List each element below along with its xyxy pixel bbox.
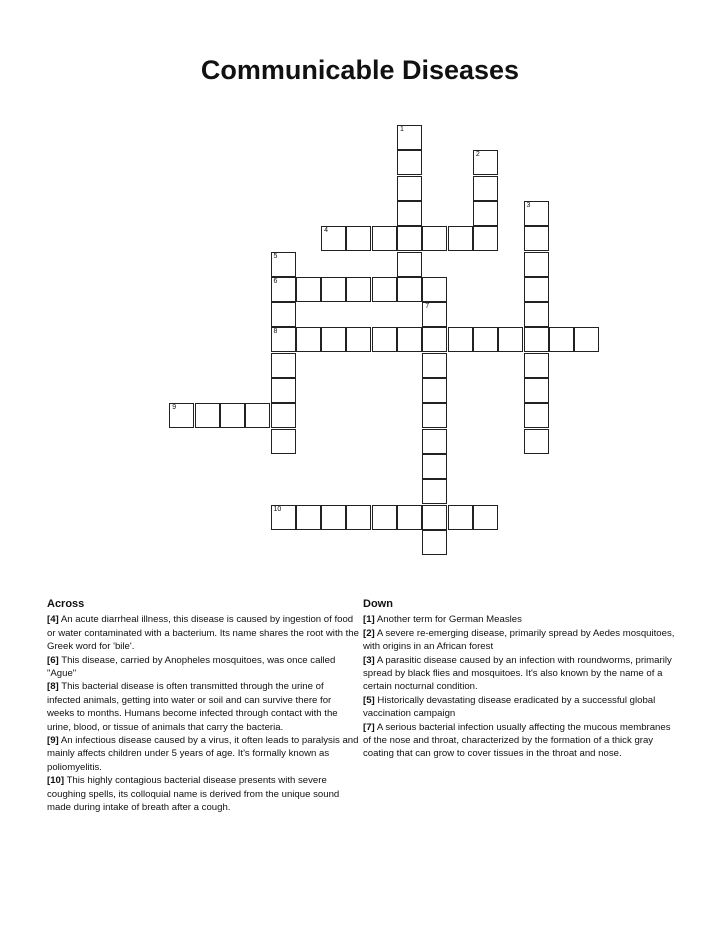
crossword-cell[interactable] <box>397 505 422 530</box>
crossword-cell[interactable] <box>296 505 321 530</box>
crossword-cell[interactable] <box>271 378 296 403</box>
crossword-cell[interactable] <box>397 176 422 201</box>
crossword-cell[interactable] <box>397 327 422 352</box>
crossword-cell[interactable] <box>321 327 346 352</box>
down-clues <box>363 598 675 761</box>
crossword-cell[interactable] <box>397 150 422 175</box>
across-clue-9 <box>47 734 359 774</box>
crossword-cell[interactable] <box>448 226 473 251</box>
crossword-cell[interactable] <box>524 277 549 302</box>
page-title: Communicable Diseases <box>200 55 520 85</box>
crossword-cell[interactable] <box>397 252 422 277</box>
crossword-cell[interactable] <box>346 277 371 302</box>
crossword-cell[interactable] <box>422 454 447 479</box>
clue-number: [10] <box>47 775 65 787</box>
clue-text: Another term for German Measles <box>376 614 522 626</box>
clue-number: [3] <box>363 654 375 666</box>
crossword-cell[interactable] <box>574 327 599 352</box>
crossword-cell[interactable] <box>397 125 422 150</box>
crossword-cell[interactable] <box>448 327 473 352</box>
crossword-cell[interactable] <box>422 327 447 352</box>
across-heading: Across <box>47 598 85 610</box>
crossword-cell[interactable] <box>549 327 574 352</box>
clue-text: An infectious disease caused by a virus, it often leads to paralysis and mainly affects children under 5 years of age. It's formally known as poliomyelitis. <box>47 735 359 773</box>
crossword-cell[interactable] <box>372 505 397 530</box>
crossword-cell[interactable] <box>524 226 549 251</box>
crossword-cell[interactable] <box>296 277 321 302</box>
crossword-cell[interactable] <box>422 302 447 327</box>
crossword-cell[interactable] <box>524 327 549 352</box>
across-clues <box>47 598 359 815</box>
across-clue-4 <box>47 613 359 653</box>
crossword-cell[interactable] <box>524 201 549 226</box>
clue-text: Historically devastating disease eradicated by a successful global vaccination campaign <box>363 694 656 720</box>
clue-number: [6] <box>47 654 59 666</box>
crossword-cell[interactable] <box>524 302 549 327</box>
clue-number: [2] <box>363 627 375 639</box>
clue-number-label: 8 <box>273 328 278 336</box>
crossword-cell[interactable] <box>321 226 346 251</box>
clue-text: A serious bacterial infection usually affecting the mucous membranes of the nose and throat, characterized by the formation of a thick gray coating that can grow to cover tissues in the throat and nose. <box>363 721 671 760</box>
crossword-cell[interactable] <box>397 201 422 226</box>
crossword-cell[interactable] <box>271 403 296 428</box>
crossword-cell[interactable] <box>422 505 447 530</box>
clue-number-label: 4 <box>324 227 328 235</box>
crossword-cell[interactable] <box>422 403 447 428</box>
clue-number-label: 2 <box>475 151 480 159</box>
clue-text: A parasitic disease caused by an infection with roundworms, primarily spread by black flies and mosquitoes. It's also known by the name of a certain nocturnal condition. <box>363 654 672 693</box>
down-clue-1 <box>363 613 675 626</box>
clue-number-label: 6 <box>273 277 278 285</box>
crossword-cell[interactable] <box>195 403 220 428</box>
down-heading: Down <box>363 598 393 610</box>
crossword-cell[interactable] <box>524 378 549 403</box>
crossword-cell[interactable] <box>271 277 296 302</box>
clue-number: [8] <box>47 681 59 693</box>
crossword-cell[interactable] <box>169 403 194 428</box>
crossword-cell[interactable] <box>422 530 447 555</box>
crossword-cell[interactable] <box>473 327 498 352</box>
crossword-cell[interactable] <box>448 505 473 530</box>
crossword-cell[interactable] <box>346 226 371 251</box>
clue-number: [5] <box>363 694 375 706</box>
clue-text: This disease, carried by Anopheles mosquitoes, was once called "Ague" <box>47 654 336 680</box>
crossword-cell[interactable] <box>422 479 447 504</box>
across-clue-8 <box>47 680 359 734</box>
clue-text: A severe re-emerging disease, primarily spread by Aedes mosquitoes, with origins in an African forest <box>363 627 675 653</box>
down-clue-7 <box>363 721 675 761</box>
clue-number-label: 5 <box>273 252 278 260</box>
clue-number: [9] <box>47 735 59 747</box>
crossword-cell[interactable] <box>473 505 498 530</box>
crossword-cell[interactable] <box>372 226 397 251</box>
clue-text: An acute diarrheal illness, this disease is caused by ingestion of food or water contaminated with a bacterium. Its name shares the root with the Greek word for 'bile'. <box>47 614 359 653</box>
crossword-cell[interactable] <box>372 327 397 352</box>
crossword-cell[interactable] <box>422 277 447 302</box>
crossword-cell[interactable] <box>422 226 447 251</box>
crossword-cell[interactable] <box>524 403 549 428</box>
clue-text: This highly contagious bacterial disease presents with severe coughing spells, its colloquial name is derived from the unique sound made during intake of breath after a cough. <box>47 775 340 814</box>
crossword-cell[interactable] <box>473 226 498 251</box>
crossword-cell[interactable] <box>372 277 397 302</box>
crossword-cell[interactable] <box>473 150 498 175</box>
clue-number-label: 10 <box>273 505 282 513</box>
crossword-cell[interactable] <box>422 429 447 454</box>
crossword-cell[interactable] <box>397 226 422 251</box>
clue-number: [1] <box>363 614 375 626</box>
crossword-cell[interactable] <box>498 327 523 352</box>
across-clue-6 <box>47 654 359 681</box>
crossword-cell[interactable] <box>524 429 549 454</box>
crossword-cell[interactable] <box>271 302 296 327</box>
down-clue-3 <box>363 654 675 694</box>
crossword-cell[interactable] <box>296 327 321 352</box>
clue-text: This bacterial disease is often transmitted through the urine of infected animals, getting into water or soil and can survive there for weeks to months. Humans become infected through contact with the urine, blood, or tissue of animals that carry the bacteria. <box>47 681 338 733</box>
crossword-cell[interactable] <box>271 252 296 277</box>
crossword-cell[interactable] <box>220 403 245 428</box>
crossword-cell[interactable] <box>473 176 498 201</box>
clue-number-label: 9 <box>172 404 177 412</box>
crossword-cell[interactable] <box>473 201 498 226</box>
clue-number: [4] <box>47 614 59 626</box>
clue-number: [7] <box>363 721 375 733</box>
across-clue-10 <box>47 774 359 814</box>
crossword-cell[interactable] <box>321 505 346 530</box>
crossword-cell[interactable] <box>524 353 549 378</box>
crossword-cell[interactable] <box>346 327 371 352</box>
crossword-cell[interactable] <box>271 353 296 378</box>
down-clue-5 <box>363 694 675 721</box>
crossword-cell[interactable] <box>271 505 296 530</box>
crossword-cell[interactable] <box>271 429 296 454</box>
crossword-cell[interactable] <box>346 505 371 530</box>
crossword-cell[interactable] <box>422 378 447 403</box>
clue-number-label: 1 <box>400 126 404 133</box>
crossword-cell[interactable] <box>321 277 346 302</box>
crossword-cell[interactable] <box>524 252 549 277</box>
clue-number-label: 3 <box>526 201 531 209</box>
crossword-cell[interactable] <box>245 403 270 428</box>
down-clue-2 <box>363 627 675 654</box>
crossword-cell[interactable] <box>271 327 296 352</box>
crossword-cell[interactable] <box>422 353 447 378</box>
clue-number-label: 7 <box>425 303 430 311</box>
crossword-cell[interactable] <box>397 277 422 302</box>
